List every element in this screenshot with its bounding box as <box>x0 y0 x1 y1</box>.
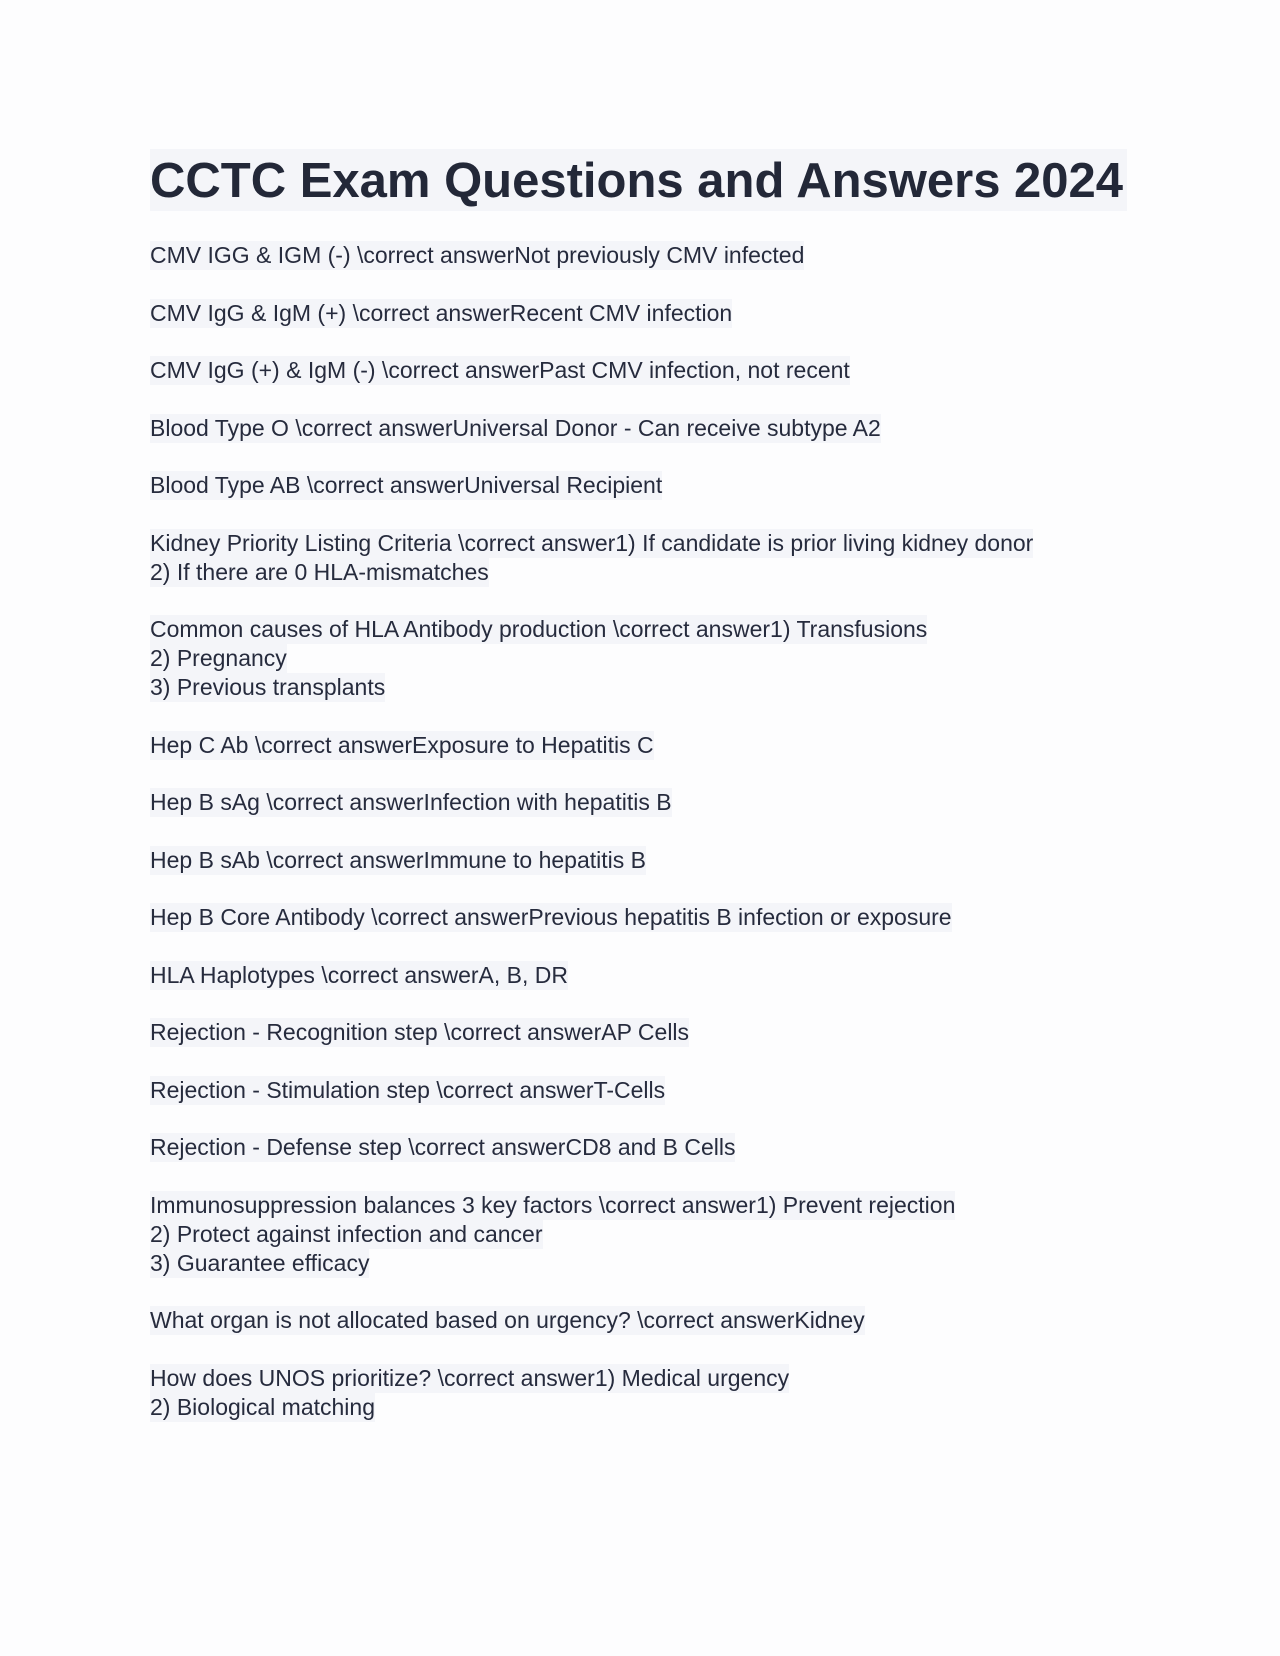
qa-item <box>150 414 1130 443</box>
qa-line: HLA Haplotypes \correct answerA, B, DR <box>150 961 568 988</box>
qa-line: Rejection - Recognition step \correct answerAP Cells <box>150 1019 690 1045</box>
qa-item <box>150 846 1130 875</box>
qa-item <box>150 356 1130 385</box>
qa-line: Rejection - Defense step \correct answerCD8 and B Cells <box>150 1134 736 1160</box>
qa-item <box>150 1191 1130 1278</box>
qa-line: 2) Biological matching <box>150 1393 376 1420</box>
qa-line: 2) Pregnancy <box>150 645 287 671</box>
qa-item <box>150 1133 1130 1162</box>
qa-line: Hep B Core Antibody \correct answerPrevious hepatitis B infection or exposure <box>150 904 952 930</box>
qa-item <box>150 903 1130 932</box>
qa-item <box>150 1364 1130 1422</box>
qa-item <box>150 471 1130 500</box>
qa-line: Hep B sAg \correct answerInfection with hepatitis B <box>150 789 672 815</box>
qa-line: Rejection - Stimulation step \correct answerT-Cells <box>150 1076 666 1103</box>
qa-item <box>150 788 1130 817</box>
qa-item <box>150 1076 1130 1105</box>
qa-line: CMV IGG & IGM (-) \correct answerNot previously CMV infected <box>150 242 805 268</box>
qa-line: Hep C Ab \correct answerExposure to Hepatitis C <box>150 731 654 758</box>
qa-line: Blood Type O \correct answerUniversal Donor - Can receive subtype A2 <box>150 414 881 441</box>
qa-line: 3) Guarantee efficacy <box>150 1249 370 1276</box>
qa-line: CMV IgG & IgM (+) \correct answerRecent CMV infection <box>150 299 733 326</box>
qa-item <box>150 241 1130 270</box>
qa-line: What organ is not allocated based on urgency? \correct answerKidney <box>150 1307 865 1333</box>
qa-line: Common causes of HLA Antibody production \correct answer1) Transfusions <box>150 616 928 642</box>
document-title: CCTC Exam Questions and Answers 2024 <box>150 154 1124 208</box>
title-block <box>150 149 1127 211</box>
qa-list <box>150 241 1130 1422</box>
qa-line: 2) Protect against infection and cancer <box>150 1220 543 1247</box>
qa-item <box>150 961 1130 990</box>
qa-line: How does UNOS prioritize? \correct answer1) Medical urgency <box>150 1364 790 1391</box>
qa-item <box>150 615 1130 702</box>
qa-line: Hep B sAb \correct answerImmune to hepatitis B <box>150 846 646 873</box>
qa-item <box>150 1018 1130 1047</box>
qa-item <box>150 299 1130 328</box>
qa-item <box>150 529 1130 587</box>
qa-line: Immunosuppression balances 3 key factors \correct answer1) Prevent rejection <box>150 1191 956 1218</box>
qa-item <box>150 1306 1130 1335</box>
document-page <box>150 149 1130 1450</box>
qa-line: CMV IgG (+) & IgM (-) \correct answerPast CMV infection, not recent <box>150 357 850 383</box>
qa-item <box>150 731 1130 760</box>
qa-line: 3) Previous transplants <box>150 674 386 700</box>
qa-line: Kidney Priority Listing Criteria \correct answer1) If candidate is prior living kidney donor <box>150 529 1034 556</box>
qa-line: 2) If there are 0 HLA-mismatches <box>150 558 489 585</box>
qa-line: Blood Type AB \correct answerUniversal Recipient <box>150 472 663 498</box>
